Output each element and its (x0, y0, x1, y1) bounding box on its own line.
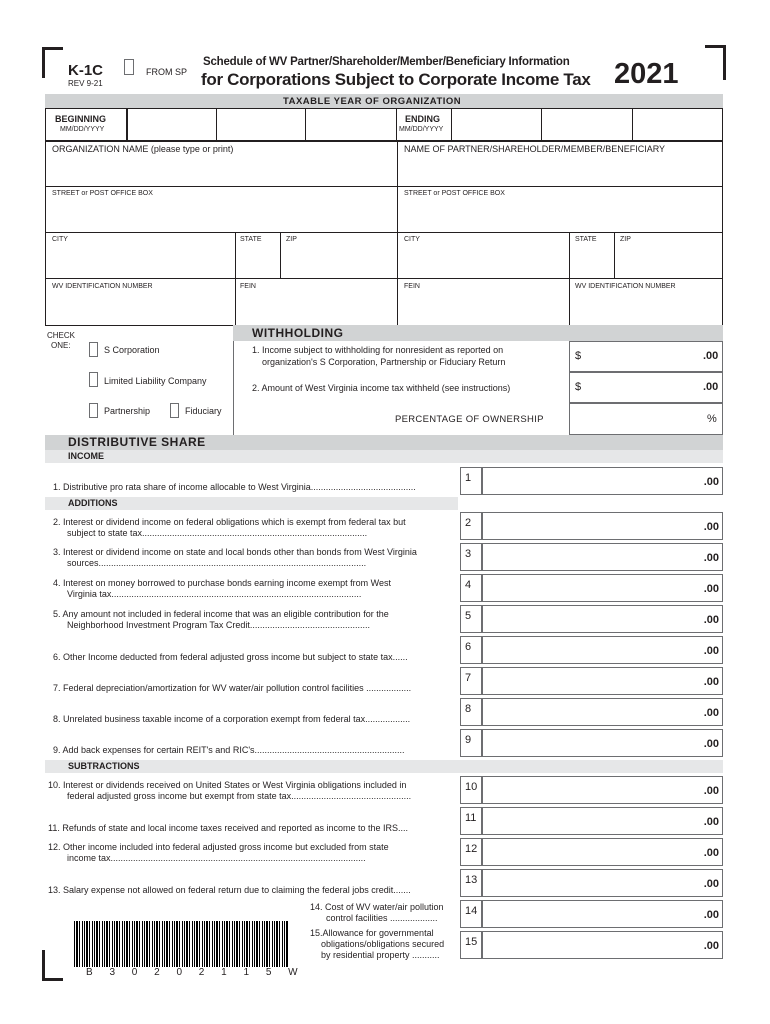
percentage-sign: % (707, 413, 717, 425)
distributive-share-heading: DISTRIBUTIVE SHARE (68, 435, 206, 449)
barcode-text: B 3 0 2 0 2 1 1 5 W (86, 967, 305, 978)
withholding-line2-dollar: $ (575, 381, 582, 393)
org-city-field[interactable] (45, 232, 236, 279)
fiduciary-checkbox[interactable] (170, 403, 179, 418)
beginning-label: BEGINNING (55, 114, 107, 124)
form-title-top: Schedule of WV Partner/Shareholder/Member/Beneficiary Information (203, 56, 570, 68)
check-label-2: ONE: (51, 341, 71, 350)
line-1-number: 1 (460, 467, 482, 495)
line-4-cents: .00 (703, 583, 719, 595)
from-sp-checkbox[interactable] (124, 59, 134, 75)
beginning-day-input[interactable] (216, 108, 306, 141)
org-fein-label: FEIN (240, 283, 256, 290)
s-corp-label: S Corporation (104, 345, 160, 355)
line-7-text: 7. Federal depreciation/amortization for WV water/air pollution control facilities .................. (53, 683, 412, 693)
line-9-cents: .00 (703, 738, 719, 750)
line-8-input[interactable] (482, 698, 723, 726)
org-name-label: ORGANIZATION NAME (please type or print) (52, 144, 234, 154)
withholding-line1-dollar: $ (575, 350, 582, 362)
corner-mark-top-right (705, 45, 726, 80)
line-8-cents: .00 (703, 707, 719, 719)
percentage-ownership-input[interactable] (569, 403, 723, 435)
withholding-line1-input[interactable] (569, 341, 723, 372)
line-9-input[interactable] (482, 729, 723, 757)
line-11-input[interactable] (482, 807, 723, 835)
line-12-text: 12. Other income included into federal adjusted gross income but excluded from state (48, 842, 389, 852)
partner-street-label: STREET or POST OFFICE BOX (404, 190, 505, 197)
line-12-number: 12 (460, 838, 482, 866)
line-6-cents: .00 (703, 645, 719, 657)
line-13-text: 13. Salary expense not allowed on federal return due to claiming the federal jobs credit....... (48, 885, 411, 895)
line-1-text: 1. Distributive pro rata share of income allocable to West Virginia.......................................... (53, 482, 416, 492)
line-3-text: 3. Interest or dividend income on state and local bonds other than bonds from West Virginia (53, 547, 417, 557)
line-14-text-cont: control facilities ................... (326, 913, 438, 923)
line-13-input[interactable] (482, 869, 723, 897)
line-4-input[interactable] (482, 574, 723, 602)
line-14-number: 14 (460, 900, 482, 928)
org-fein-field[interactable] (235, 278, 398, 326)
ending-label-cell (396, 108, 452, 141)
line-2-text-cont: subject to state tax.......................................................................................... (67, 528, 368, 538)
ending-day-input[interactable] (541, 108, 633, 141)
line-9-text: 9. Add back expenses for certain REIT's and RIC's............................................................ (53, 745, 405, 755)
line-8-number: 8 (460, 698, 482, 726)
line-12-text-cont: income tax...................................................................................................... (67, 853, 366, 863)
line-10-text: 10. Interest or dividends received on United States or West Virginia obligations included in (48, 780, 407, 790)
partner-city-label: CITY (404, 236, 420, 243)
line-2-cents: .00 (703, 521, 719, 533)
line-6-text: 6. Other Income deducted from federal adjusted gross income but subject to state tax...... (53, 652, 408, 662)
beginning-year-input[interactable] (305, 108, 397, 141)
line-2-input[interactable] (482, 512, 723, 540)
line-3-number: 3 (460, 543, 482, 571)
line-5-number: 5 (460, 605, 482, 633)
partner-fein-label: FEIN (404, 283, 420, 290)
partner-wvid-label: WV IDENTIFICATION NUMBER (575, 283, 676, 290)
fiduciary-label: Fiduciary (185, 406, 222, 416)
ending-month-input[interactable] (451, 108, 542, 141)
line-14-input[interactable] (482, 900, 723, 928)
line-7-number: 7 (460, 667, 482, 695)
subtractions-heading: SUBTRACTIONS (68, 761, 140, 771)
line-12-input[interactable] (482, 838, 723, 866)
ending-label: ENDING (405, 114, 441, 124)
line-13-number: 13 (460, 869, 482, 897)
org-wvid-label: WV IDENTIFICATION NUMBER (52, 283, 153, 290)
partnership-checkbox[interactable] (89, 403, 98, 418)
org-zip-field[interactable] (280, 232, 398, 279)
taxable-year-heading: TAXABLE YEAR OF ORGANIZATION (283, 96, 462, 107)
check-label-1: CHECK (47, 331, 76, 340)
line-5-cents: .00 (703, 614, 719, 626)
line-14-text: 14. Cost of WV water/air pollution (310, 902, 444, 912)
line-7-input[interactable] (482, 667, 723, 695)
partner-fein-field[interactable] (397, 278, 570, 326)
line-11-cents: .00 (703, 816, 719, 828)
line-15-number: 15 (460, 931, 482, 959)
corner-mark-bottom-left (42, 950, 63, 981)
withholding-line2-input[interactable] (569, 372, 723, 403)
line-6-input[interactable] (482, 636, 723, 664)
s-corp-checkbox[interactable] (89, 342, 98, 357)
line-14-cents: .00 (703, 909, 719, 921)
line-15-text: 15.Allowance for governmental (310, 928, 434, 938)
subtractions-header (45, 760, 723, 773)
line-3-input[interactable] (482, 543, 723, 571)
partner-zip-label: ZIP (620, 236, 631, 243)
form-id: K-1C (68, 62, 104, 79)
percentage-ownership-label: PERCENTAGE OF OWNERSHIP (395, 414, 544, 425)
beginning-label-cell (45, 108, 127, 141)
line-11-text: 11. Refunds of state and local income taxes received and reported as income to the IRS.... (48, 823, 409, 833)
additions-heading: ADDITIONS (68, 498, 118, 508)
line-12-cents: .00 (703, 847, 719, 859)
partner-city-field[interactable] (397, 232, 570, 279)
org-state-label: STATE (240, 236, 262, 243)
withholding-line1-cents: .00 (703, 350, 719, 362)
from-sp-label: FROM SP (146, 67, 188, 77)
line-15-cents: .00 (703, 940, 719, 952)
corner-mark-top-left (42, 47, 63, 78)
withholding-line1b: organization's S Corporation, Partnership or Fiduciary Return (262, 357, 506, 367)
line-4-text: 4. Interest on money borrowed to purchase bonds earning income exempt from West (53, 578, 392, 588)
ending-format: MM/DD/YYYY (399, 126, 444, 133)
line-10-cents: .00 (703, 785, 719, 797)
line-15-text-cont: obligations/obligations secured (321, 939, 445, 949)
line-1-cents: .00 (703, 476, 719, 488)
line-4-text-cont: Virginia tax.................................................................................................... (67, 589, 362, 599)
beginning-format: MM/DD/YYYY (60, 126, 105, 133)
line-10-number: 10 (460, 776, 482, 804)
partnership-label: Partnership (104, 406, 151, 416)
line-4-number: 4 (460, 574, 482, 602)
withholding-line2-cents: .00 (703, 381, 719, 393)
line-9-number: 9 (460, 729, 482, 757)
line-8-text: 8. Unrelated business taxable income of a corporation exempt from federal tax.................. (53, 714, 411, 724)
llc-checkbox[interactable] (89, 372, 98, 387)
line-15-input[interactable] (482, 931, 723, 959)
org-city-label: CITY (52, 236, 68, 243)
line-15-text-cont2: by residential property ........... (321, 950, 440, 960)
org-street-label: STREET or POST OFFICE BOX (52, 190, 153, 197)
beginning-month-input[interactable] (127, 108, 217, 141)
line-5-text-cont: Neighborhood Investment Program Tax Credit................................................ (67, 620, 370, 630)
llc-label: Limited Liability Company (104, 376, 207, 386)
withholding-line2: 2. Amount of West Virginia income tax withheld (see instructions) (252, 383, 511, 393)
line-2-number: 2 (460, 512, 482, 540)
form-rev: REV 9-21 (68, 79, 103, 88)
line-10-text-cont: federal adjusted gross income but exempt from state tax................................................ (67, 791, 412, 801)
line-10-input[interactable] (482, 776, 723, 804)
line-5-text: 5. Any amount not included in federal income that was an eligible contribution for the (53, 609, 389, 619)
form-title-main: for Corporations Subject to Corporate Income Tax (201, 70, 591, 89)
line-3-text-cont: sources........................................................................................................... (67, 558, 367, 568)
form-year: 2021 (614, 58, 679, 90)
ending-year-input[interactable] (632, 108, 723, 141)
line-5-input[interactable] (482, 605, 723, 633)
line-6-number: 6 (460, 636, 482, 664)
partner-name-label: NAME OF PARTNER/SHAREHOLDER/MEMBER/BENEFICIARY (404, 144, 666, 154)
line-2-text: 2. Interest or dividend income on federal obligations which is exempt from federal tax but (53, 517, 406, 527)
barcode (74, 921, 288, 967)
line-11-number: 11 (460, 807, 482, 835)
org-zip-label: ZIP (286, 236, 297, 243)
line-7-cents: .00 (703, 676, 719, 688)
line-1-input[interactable] (482, 467, 723, 495)
income-header (45, 450, 723, 463)
partner-state-label: STATE (575, 236, 597, 243)
line-3-cents: .00 (703, 552, 719, 564)
line-13-cents: .00 (703, 878, 719, 890)
withholding-heading: WITHHOLDING (252, 326, 344, 340)
income-heading: INCOME (68, 451, 104, 461)
withholding-line1a: 1. Income subject to withholding for nonresident as reported on (252, 345, 504, 355)
